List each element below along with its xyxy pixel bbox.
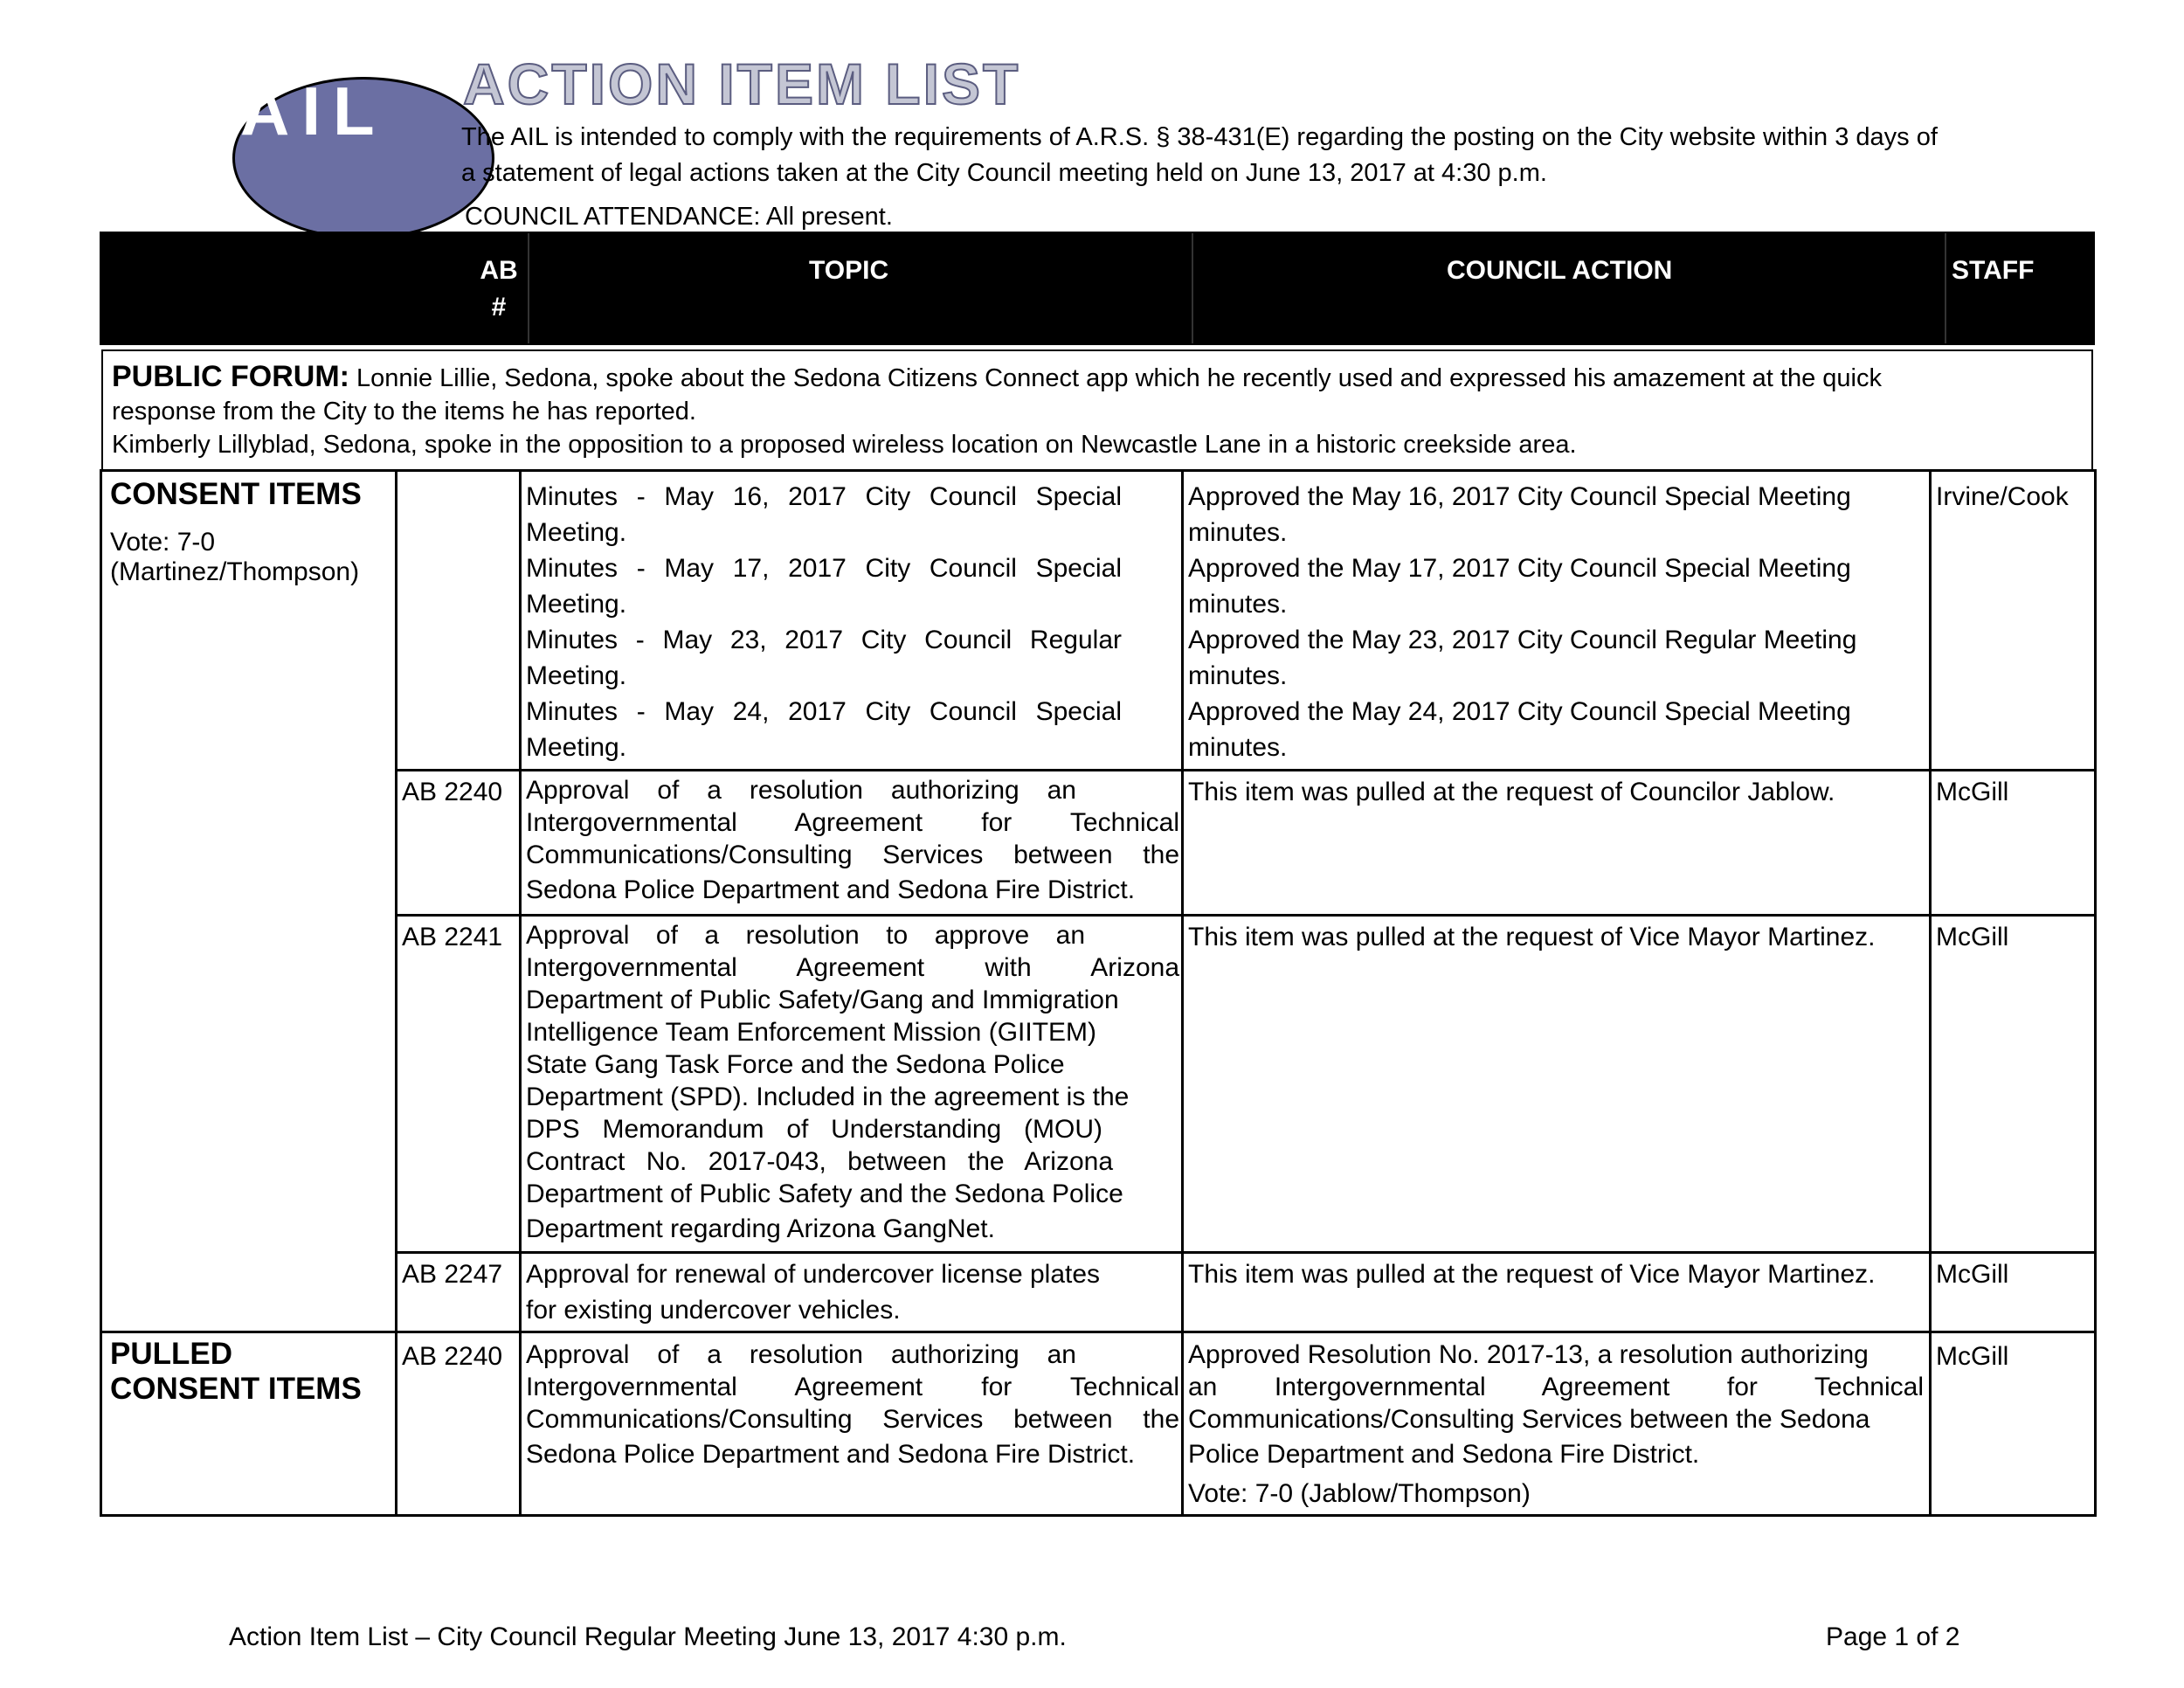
- table-rule: [397, 1251, 2097, 1254]
- ab2247-topic: Approval for renewal of undercover license plates for existing undercover vehicles.: [526, 1260, 1101, 1325]
- ab2240-topic: Approval of a resolution authorizing an Intergovernmental Agreement for Technical Communications/Consulting Services between the Sedona Police Department and Sedona Fire District.: [526, 776, 1179, 904]
- public-forum-line-1: PUBLIC FORUM: Lonnie Lillie, Sedona, spoke about the Sedona Citizens Connect app which he recently used and expressed his amazement at the quick: [112, 360, 1882, 393]
- public-forum-line-2: response from the City to the items he has reported.: [112, 398, 696, 425]
- minutes-topic: Minutes - May 16, 2017 City Council Special Meeting. Minutes - May 17, 2017 City Council Special Meeting. Minutes - May 23, 2017 City Council Regular Meeting. Minutes - May 24, 2017 City Council Special Meeting.: [526, 482, 1122, 762]
- ab2241-staff: McGill: [1936, 923, 2009, 951]
- consent-movers: (Martinez/Thompson): [110, 557, 360, 586]
- consent-items-title: CONSENT ITEMS: [110, 477, 362, 511]
- table-rule: [1181, 469, 1184, 1517]
- pulled-ab2240-staff: McGill: [1936, 1342, 2009, 1371]
- ab2240-action: This item was pulled at the request of Councilor Jablow.: [1188, 778, 1835, 806]
- header-staff: STAFF: [1952, 256, 2035, 285]
- table-rule: [519, 469, 522, 1517]
- ab2241-action: This item was pulled at the request of Vice Mayor Martinez.: [1188, 923, 1876, 951]
- table-rule: [397, 914, 2097, 917]
- header-divider: [1192, 233, 1193, 343]
- ab2247-action: This item was pulled at the request of Vice Mayor Martinez.: [1188, 1260, 1876, 1289]
- table-rule: [397, 769, 2097, 771]
- table-rule: [395, 469, 397, 1517]
- council-attendance: COUNCIL ATTENDANCE: All present.: [465, 203, 893, 231]
- header-divider: [1945, 233, 1946, 343]
- ab-number: AB 2247: [402, 1260, 503, 1289]
- table-rule: [100, 469, 102, 1517]
- ail-logo-text: AIL: [240, 73, 387, 149]
- minutes-staff: Irvine/Cook: [1936, 482, 2069, 511]
- intro-line-1: The AIL is intended to comply with the requirements of A.R.S. § 38-431(E) regarding the posting on the City website within 3 days of: [461, 123, 1938, 151]
- table-rule: [100, 469, 2097, 472]
- ab2241-topic: Approval of a resolution to approve an Intergovernmental Agreement with Arizona Department of Public Safety/Gang and Immigration Intelligence Team Enforcement Mission (GIITEM) State Gang Task Force and the Sedona Police Department (SPD). Included in the agreement is the DPS Memorandum of Understanding (MOU) Contract No. 2017-043, between the Arizona Department of Public Safety and the Sedona Police Department regarding Arizona GangNet.: [526, 921, 1179, 1243]
- table-rule: [2094, 469, 2097, 1517]
- table-rule: [1929, 469, 1932, 1517]
- ab-number: AB 2240: [402, 778, 503, 806]
- minutes-action: Approved the May 16, 2017 City Council Special Meeting minutes. Approved the May 17, 2017 City Council Special Meeting minutes. Approved the May 23, 2017 City Council Regular Meeting minutes. Approved the May 24, 2017 City Council Special Meeting minutes.: [1188, 482, 1857, 762]
- document-title: ACTION ITEM LIST: [463, 52, 1021, 116]
- table-rule: [100, 1331, 2097, 1333]
- ab-number: AB 2241: [402, 923, 503, 951]
- pulled-consent-title: PULLED CONSENT ITEMS: [110, 1337, 362, 1406]
- pulled-ab2240-action: Approved Resolution No. 2017-13, a resolution authorizing an Intergovernmental Agreement for Technical Communications/Consulting Services between the Sedona Police Department and Sedona Fire District. Vote: 7-0 (Jablow/Thompson): [1188, 1340, 1924, 1508]
- footer-page-number: Page 1 of 2: [1826, 1622, 1960, 1651]
- public-forum-label: PUBLIC FORUM:: [112, 360, 349, 393]
- ab-number: AB 2240: [402, 1342, 503, 1371]
- pulled-ab2240-topic: Approval of a resolution authorizing an Intergovernmental Agreement for Technical Communications/Consulting Services between the Sedona Police Department and Sedona Fire District.: [526, 1340, 1179, 1469]
- header-council-action: COUNCIL ACTION: [1447, 256, 1673, 285]
- header-topic: TOPIC: [809, 256, 889, 285]
- header-ab: AB #: [480, 256, 518, 322]
- intro-line-2: a statement of legal actions taken at the City Council meeting held on June 13, 2017 at 4:30 p.m.: [461, 159, 1547, 187]
- ab2247-staff: McGill: [1936, 1260, 2009, 1289]
- consent-vote: Vote: 7-0: [110, 528, 216, 557]
- public-forum-line-3: Kimberly Lillyblad, Sedona, spoke in the opposition to a proposed wireless location on Newcastle Lane in a historic creekside area.: [112, 431, 1577, 459]
- table-header: [100, 232, 2095, 345]
- footer-title: Action Item List – City Council Regular Meeting June 13, 2017 4:30 p.m.: [229, 1622, 1067, 1651]
- ab2240-staff: McGill: [1936, 778, 2009, 806]
- table-rule: [100, 1514, 2097, 1517]
